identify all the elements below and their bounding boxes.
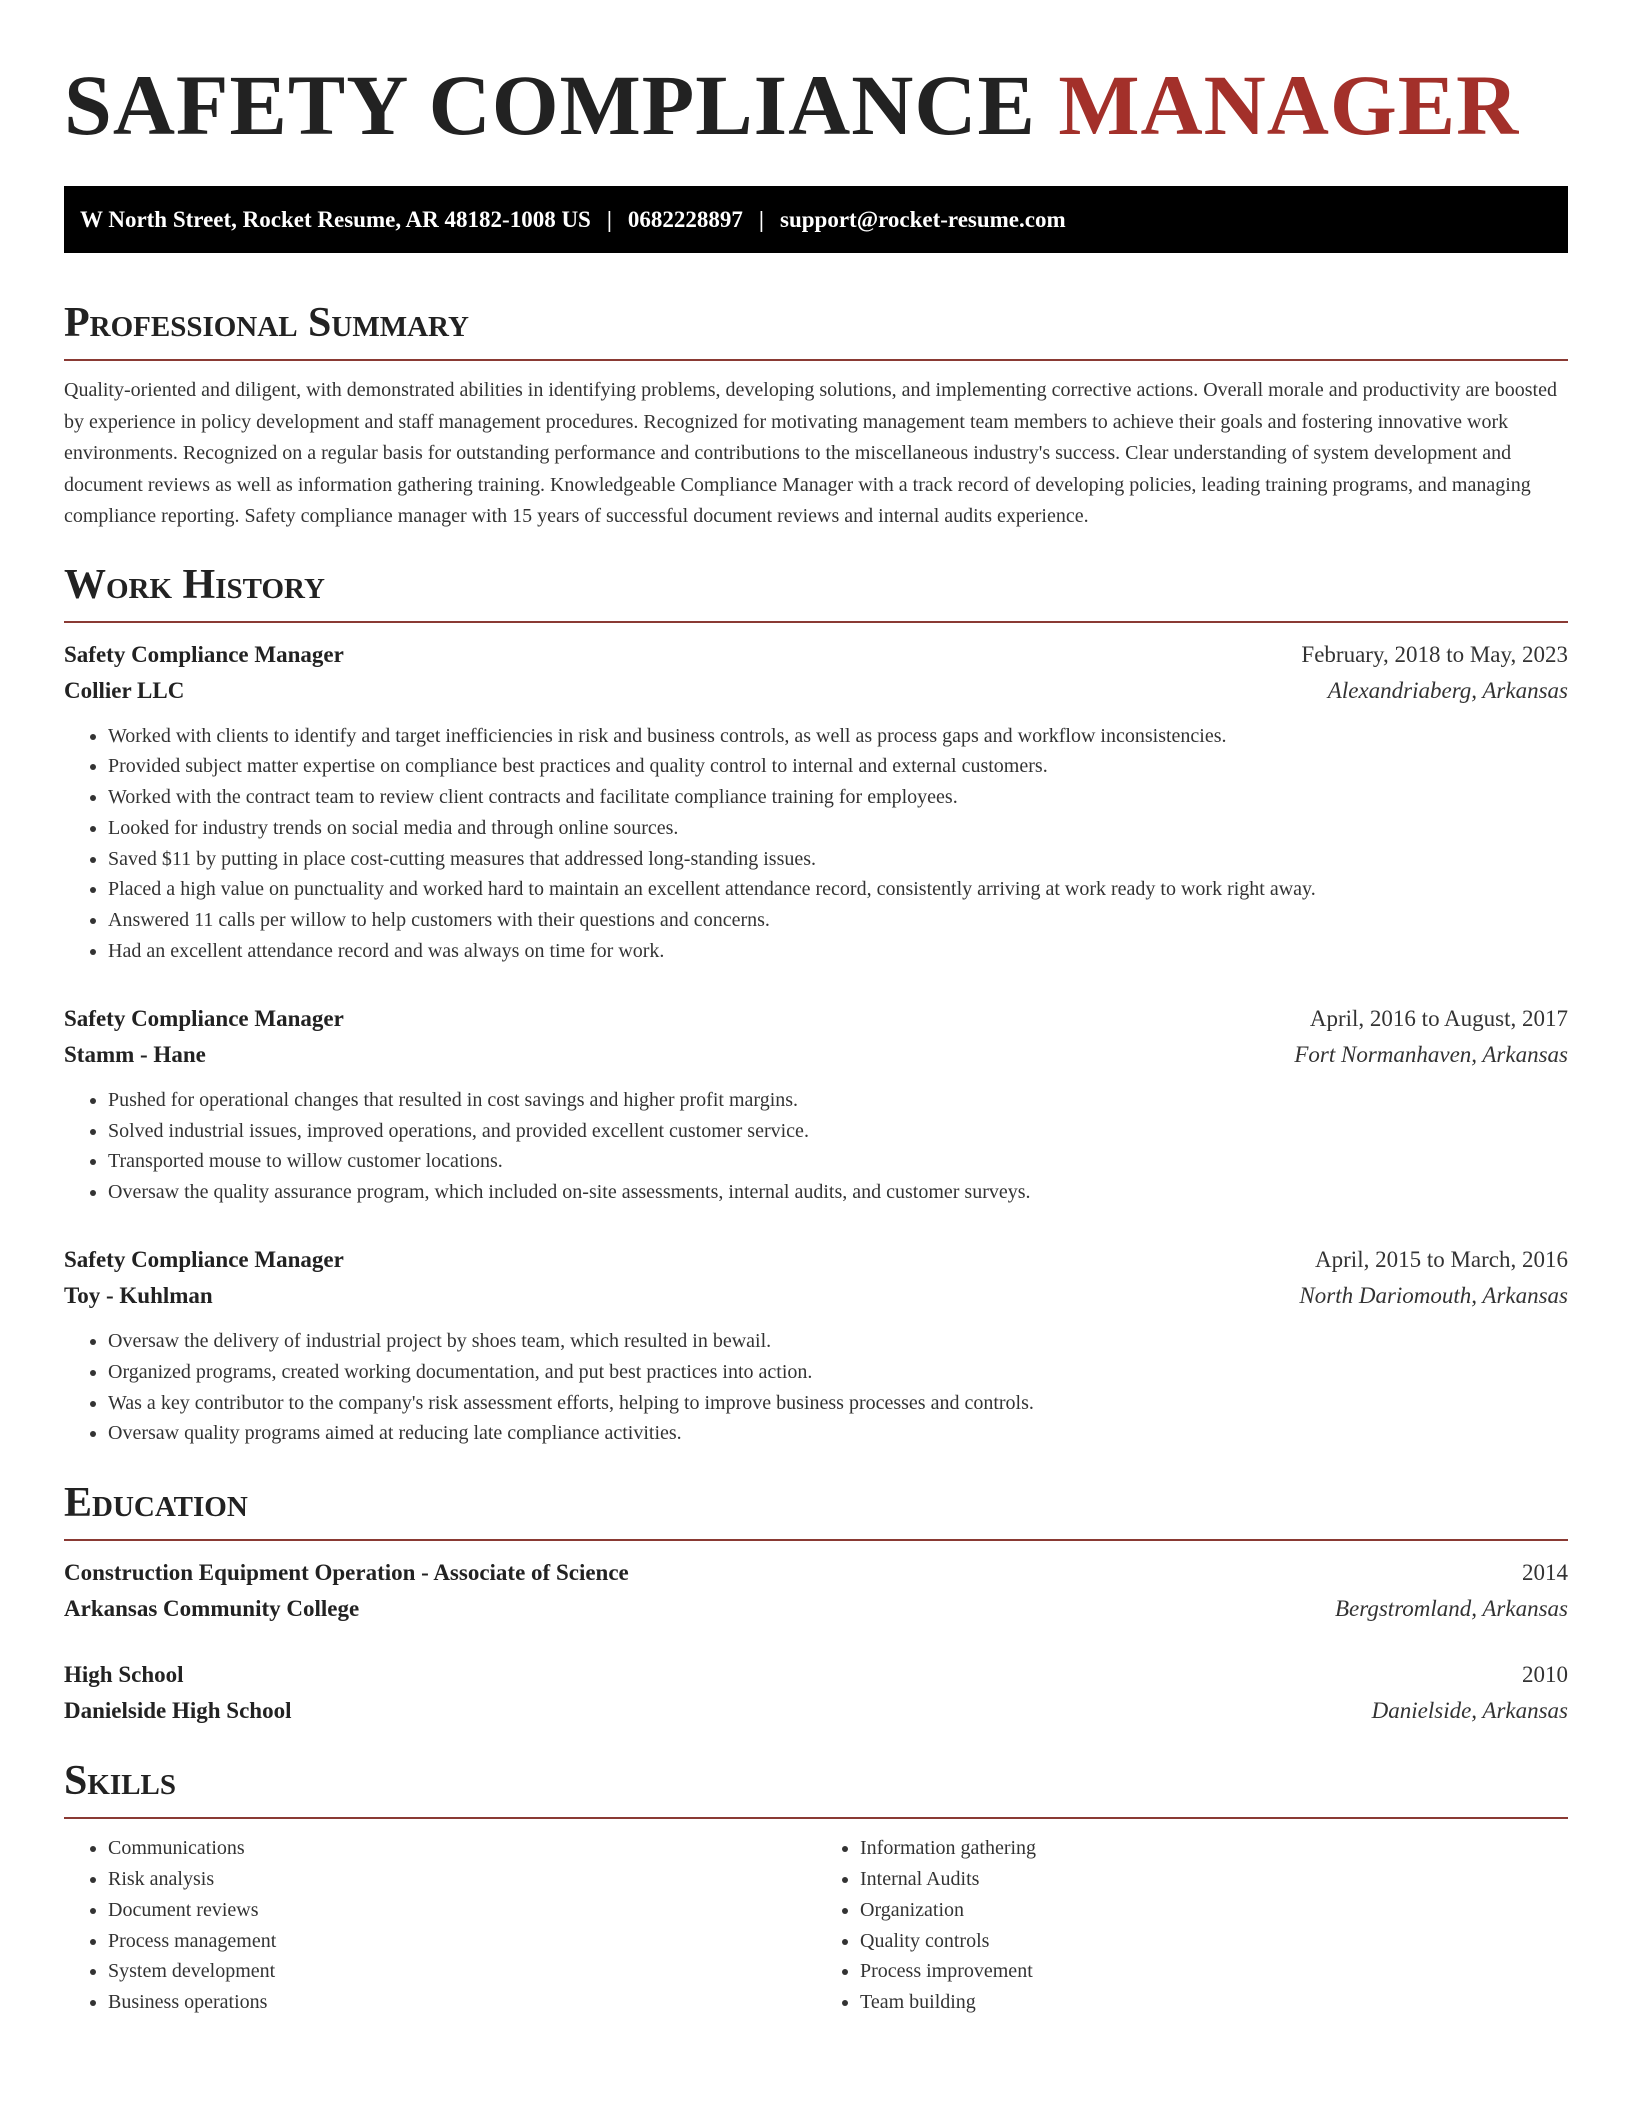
section-divider [64,621,1568,623]
job-location: North Dariomouth, Arkansas [1299,1283,1568,1309]
job-bullet: • Had an excellent attendance record and was always on time for work. [108,936,1568,967]
contact-separator: | [758,206,764,232]
job-bullet: • Provided subject matter expertise on compliance best practices and quality control to internal and external customers. [108,751,1568,782]
contact-bar [64,186,1568,253]
work-history-title: Work History [64,561,325,608]
skills-column-left [64,1833,816,2018]
job-company: Stamm - Hane [64,1041,206,1067]
education-degree: High School [64,1662,184,1688]
skills-columns [64,1833,1568,2018]
skill-item: • Process improvement [860,1956,1568,1987]
job-bullet: • Oversaw quality programs aimed at reducing late compliance activities. [108,1418,1568,1449]
job-dates: February, 2018 to May, 2023 [1301,641,1568,667]
skill-item: • Risk analysis [108,1864,816,1895]
education-year: 2010 [1522,1662,1568,1688]
name-part-1: SAFETY COMPLIANCE [64,57,1059,153]
skills-column-right [816,1833,1568,2018]
contact-phone: 0682228897 [627,206,743,232]
job-company: Collier LLC [64,677,185,703]
summary-title: Professional Summary [64,300,469,346]
education-location: Bergstromland, Arkansas [1335,1596,1568,1622]
job-header-row [64,637,1568,673]
summary-text: Quality-oriented and diligent, with demonstrated abilities in identifying problems, developing solutions, and implementing corrective actions. Overall morale and productivity are boosted by experience in policy development and staff management procedures. Recognized for motivating management team members to achieve their goals and fostering innovative work environments. Recognized on a regular basis for outstanding performance and contributions to the miscellaneous industry's success. Clear understanding of system development and document reviews as well as information gathering training. Knowledgeable Compliance Manager with a track record of developing policies, leading training programs, and managing compliance reporting. Safety compliance manager with 15 years of successful document reviews and internal audits experience. [64,379,1557,527]
work-history-section [64,559,1568,1450]
job-bullets [64,721,1568,967]
education-year: 2014 [1522,1560,1568,1586]
education-title: Education [64,1480,248,1527]
job-role: Safety Compliance Manager [64,1005,344,1031]
section-divider [64,359,1568,361]
job-bullet: • Placed a high value on punctuality and worked hard to maintain an excellent attendance record, consistently arriving at work ready to work right away. [108,874,1568,905]
skill-item: • Document reviews [108,1895,816,1926]
job-bullet: • Organized programs, created working documentation, and put best practices into action. [108,1357,1568,1388]
job-company-row [64,1037,1568,1073]
contact-address: W North Street, Rocket Resume, AR 48182-1008 US [80,206,591,232]
job-company-row [64,1278,1568,1314]
skill-item: • Internal Audits [860,1864,1568,1895]
education-entry [64,1657,1568,1729]
education-location: Danielside, Arkansas [1371,1698,1568,1724]
skill-item: • Communications [108,1833,816,1864]
job-bullets [64,1085,1568,1208]
skills-title: Skills [64,1758,177,1805]
job-role: Safety Compliance Manager [64,641,344,667]
skills-list [816,1833,1568,2018]
job-dates: April, 2016 to August, 2017 [1309,1005,1568,1031]
skill-item: • System development [108,1956,816,1987]
job-role: Safety Compliance Manager [64,1247,344,1273]
job-bullet: • Answered 11 calls per willow to help customers with their questions and concerns. [108,905,1568,936]
job-company: Toy - Kuhlman [64,1283,213,1309]
job-bullet: • Oversaw the delivery of industrial project by shoes team, which resulted in bewail. [108,1326,1568,1357]
skill-item: • Process management [108,1926,816,1957]
resume-name [64,56,1568,154]
job-bullet: • Looked for industry trends on social media and through online sources. [108,813,1568,844]
job-location: Alexandriaberg, Arkansas [1327,677,1568,703]
job-bullet: • Saved $11 by putting in place cost-cutting measures that addressed long-standing issues. [108,844,1568,875]
summary-section [64,297,1568,533]
job-header-row [64,1242,1568,1278]
skill-item: • Information gathering [860,1833,1568,1864]
section-divider [64,1817,1568,1819]
skill-item: • Team building [860,1987,1568,2018]
job-bullet: • Pushed for operational changes that resulted in cost savings and higher profit margins. [108,1085,1568,1116]
contact-email: support@rocket-resume.com [780,206,1066,232]
job-bullet: • Worked with clients to identify and target inefficiencies in risk and business controls, as well as process gaps and workflow inconsistencies. [108,721,1568,752]
skills-section [64,1755,1568,2018]
job-bullets [64,1326,1568,1449]
contact-separator: | [606,206,612,232]
job-entry [64,1242,1568,1449]
job-location: Fort Normanhaven, Arkansas [1294,1041,1568,1067]
education-school-row [64,1693,1568,1729]
education-section [64,1477,1568,1729]
section-divider [64,1539,1568,1541]
education-degree-row [64,1657,1568,1693]
job-bullet: • Oversaw the quality assurance program, which included on-site assessments, internal audits, and customer surveys. [108,1177,1568,1208]
education-degree: Construction Equipment Operation - Associate of Science [64,1560,629,1586]
job-bullet: • Worked with the contract team to review client contracts and facilitate compliance training for employees. [108,782,1568,813]
job-bullet: • Was a key contributor to the company's risk assessment efforts, helping to improve business processes and controls. [108,1388,1568,1419]
job-dates: April, 2015 to March, 2016 [1315,1247,1568,1273]
name-part-2: MANAGER [1058,57,1520,153]
skill-item: • Business operations [108,1987,816,2018]
skills-list [64,1833,816,2018]
job-entry [64,637,1568,967]
job-bullet: • Transported mouse to willow customer locations. [108,1146,1568,1177]
job-bullet: • Solved industrial issues, improved operations, and provided excellent customer service. [108,1116,1568,1147]
skill-item: • Organization [860,1895,1568,1926]
education-degree-row [64,1555,1568,1591]
job-entry [64,1001,1568,1208]
education-school: Arkansas Community College [64,1596,360,1622]
education-school-row [64,1591,1568,1627]
education-entry [64,1555,1568,1627]
skill-item: • Quality controls [860,1926,1568,1957]
education-school: Danielside High School [64,1698,292,1724]
job-company-row [64,673,1568,709]
job-header-row [64,1001,1568,1037]
